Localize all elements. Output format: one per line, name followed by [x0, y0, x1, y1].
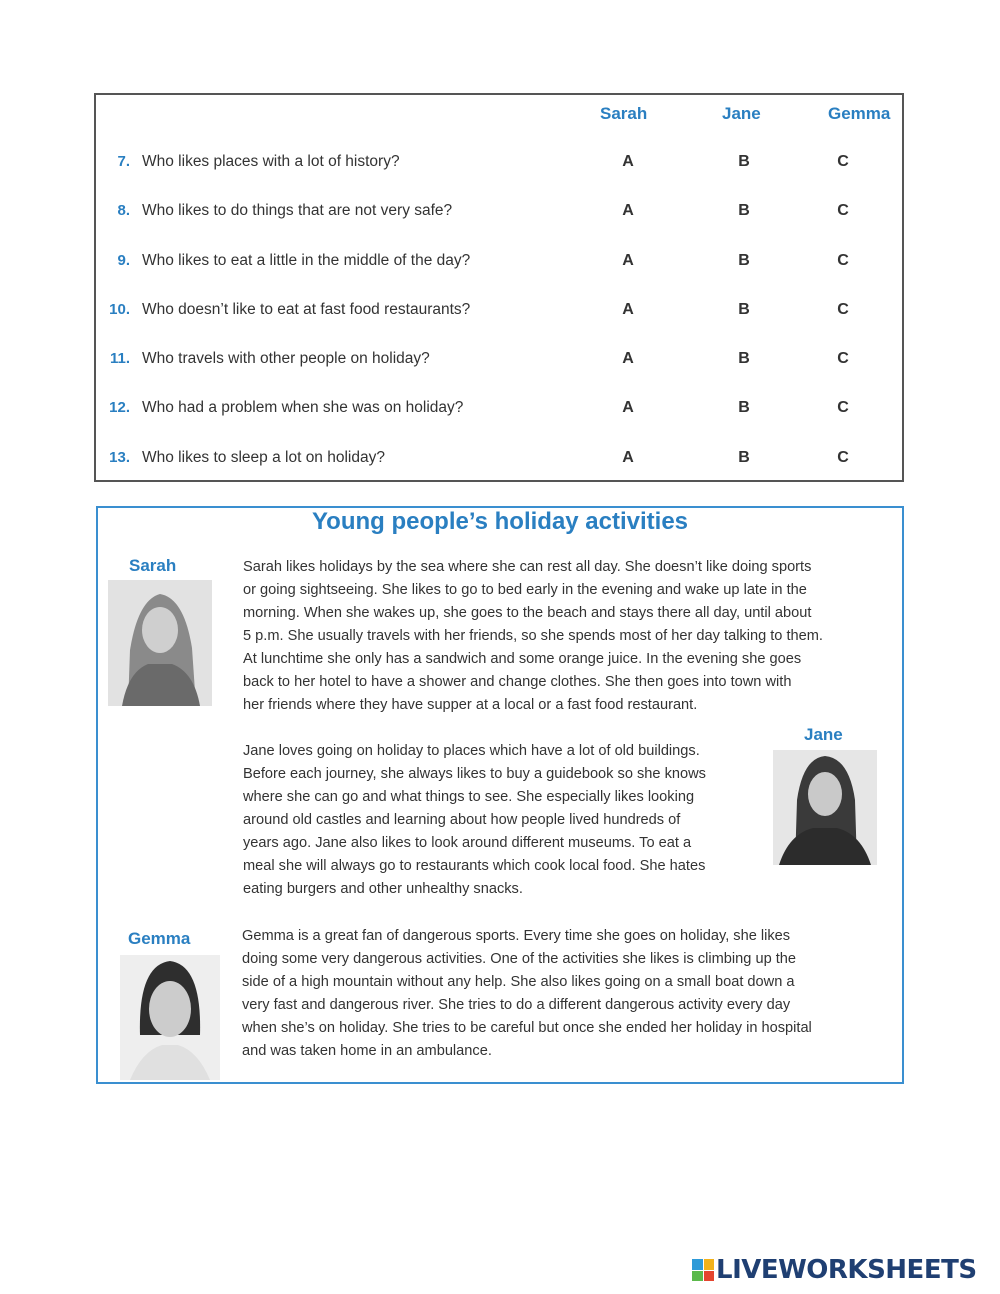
option-a[interactable]: A [622, 449, 634, 466]
option-c[interactable]: C [837, 399, 849, 416]
option-b[interactable]: B [738, 449, 750, 466]
question-text: Who doesn’t like to eat at fast food restaurants? [142, 301, 471, 318]
sarah-name: Sarah [129, 556, 177, 575]
option-c[interactable]: C [837, 350, 849, 367]
question-text: Who travels with other people on holiday? [142, 350, 430, 367]
question-number: 8. [117, 202, 130, 219]
question-row-7 [0, 150, 1000, 176]
liveworksheets-logo[interactable] [692, 1253, 977, 1287]
question-text: Who likes to sleep a lot on holiday? [142, 449, 385, 466]
sarah-photo [108, 580, 212, 706]
gemma-name: Gemma [128, 929, 191, 948]
sarah-paragraph: Sarah likes holidays by the sea where she can rest all day. She doesn’t like doing sports or going sightseeing. She likes to go to bed early in the evening and wake up late in the morning. When she wakes up, she goes to the beach and stays there all day, until about 5 p.m. She usually travels with her friends, so she spends most of her day talking to them. At lunchtime she only has a sandwich and some orange juice. In the evening she goes back to her hotel to have a shower and change clothes. She then goes into town with her friends where they have supper at a local or a fast food restaurant. [243, 559, 823, 713]
question-row-10 [0, 298, 1000, 324]
question-text: Who likes places with a lot of history? [142, 153, 400, 170]
jane-portrait-icon [773, 750, 877, 865]
option-b[interactable]: B [738, 301, 750, 318]
reading-title: Young people’s holiday activities [311, 508, 689, 535]
jane-paragraph: Jane loves going on holiday to places which have a lot of old buildings. Before each journey, she always likes to buy a guidebook so she knows where she can go and what things to see. She especially likes looking around old castles and learning about how people lived hundreds of years ago. Jane also likes to look around different museums. To eat a meal she will always go to restaurants which cook local food. She hates eating burgers and other unhealthy snacks. [243, 743, 706, 897]
option-b[interactable]: B [738, 252, 750, 269]
option-a[interactable]: A [622, 202, 634, 219]
question-text: Who had a problem when she was on holiday? [142, 399, 464, 416]
option-a[interactable]: A [622, 350, 634, 367]
sarah-portrait-icon [108, 580, 212, 706]
question-text: Who likes to eat a little in the middle of the day? [142, 252, 471, 269]
question-text: Who likes to do things that are not very safe? [142, 202, 453, 219]
question-row-12 [0, 396, 1000, 422]
gemma-portrait-icon [120, 955, 220, 1080]
question-number: 12. [109, 399, 130, 416]
option-c[interactable]: C [837, 153, 849, 170]
option-a[interactable]: A [622, 301, 634, 318]
question-number: 13. [109, 449, 130, 466]
jane-name: Jane [804, 725, 843, 744]
gemma-photo [120, 955, 220, 1080]
question-row-11 [0, 347, 1000, 373]
column-header-jane: Jane [722, 104, 761, 123]
option-b[interactable]: B [738, 350, 750, 367]
option-a[interactable]: A [622, 252, 634, 269]
column-header-gemma: Gemma [828, 104, 891, 123]
gemma-paragraph: Gemma is a great fan of dangerous sports. Every time she goes on holiday, she likes doing some very dangerous activities. One of the activities she likes is climbing up the side of a high mountain without any help. She also likes going on a small boat down a very fast and dangerous river. She tries to do a different dangerous activity every day when she’s on holiday. She tries to be careful but once she ended her holiday in hospital and was taken home in an ambulance. [242, 928, 812, 1059]
option-c[interactable]: C [837, 301, 849, 318]
option-a[interactable]: A [622, 153, 634, 170]
logo-text: LIVEWORKSHEETS [716, 1255, 977, 1285]
question-row-8 [0, 199, 1000, 225]
option-c[interactable]: C [837, 202, 849, 219]
logo-squares-icon [692, 1259, 714, 1281]
option-b[interactable]: B [738, 399, 750, 416]
question-row-9 [0, 249, 1000, 275]
question-row-13 [0, 446, 1000, 472]
option-b[interactable]: B [738, 153, 750, 170]
question-number: 10. [109, 301, 130, 318]
option-c[interactable]: C [837, 449, 849, 466]
question-number: 9. [117, 252, 130, 269]
question-number: 11. [109, 350, 130, 367]
column-header-sarah: Sarah [600, 104, 648, 123]
option-b[interactable]: B [738, 202, 750, 219]
question-number: 7. [117, 153, 130, 170]
option-c[interactable]: C [837, 252, 849, 269]
jane-photo [773, 750, 877, 865]
option-a[interactable]: A [622, 399, 634, 416]
